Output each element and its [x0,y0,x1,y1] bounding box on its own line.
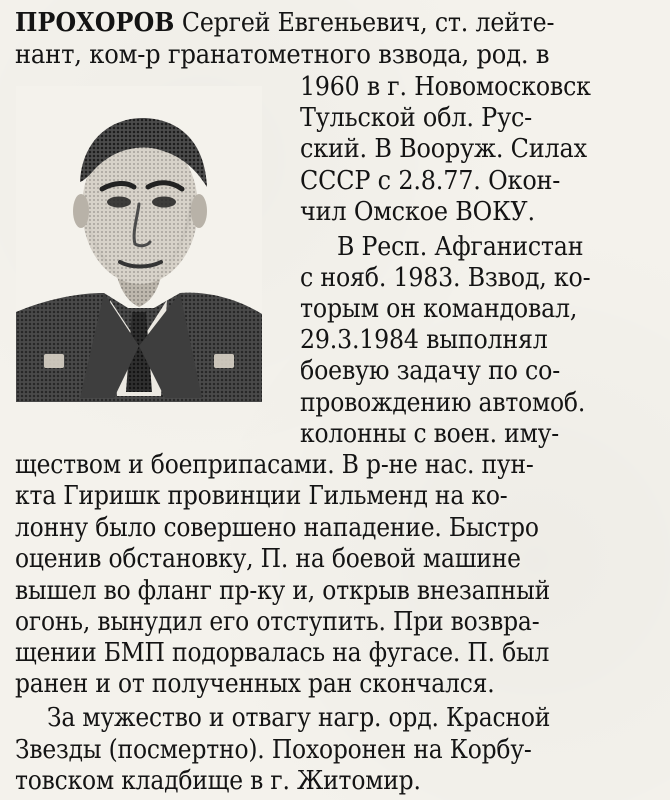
article-line-4: Тульской обл. Рус- [300,103,533,133]
article-line-21: щении БМП подорвалась на фугасе. П. был [15,638,550,668]
article-line-12: боевую задачу по со- [300,356,561,386]
article-line-15: ществом и боеприпасами. В р-не нас. пун- [15,450,534,480]
article-line-17: лонну было совершено нападение. Быстро [15,513,539,543]
portrait-photo [16,86,262,402]
article-line-20: огонь, вынудил его отступить. При возвра- [15,607,540,637]
article-line-6: СССР с 2.8.77. Окон- [300,166,561,196]
article-line-10: торым он командовал, [300,294,578,324]
article-line-8: В Респ. Афганистан [337,232,584,262]
article-line-19: вышел во фланг пр-ку и, открыв внезапный [15,576,551,606]
article-line-14: колонны с воен. иму- [300,419,559,449]
article-line-25: товском кладбище в г. Житомир. [15,766,421,796]
article-line-1 [15,8,554,38]
article-line-9: с нояб. 1983. Взвод, ко- [300,263,591,293]
article-line-23: За мужество и отвагу нагр. орд. Красной [47,703,551,733]
article-line-24: Звезды (посмертно). Похоронен на Корбу- [15,735,532,765]
article-line-5: ский. В Вооруж. Силах [300,134,587,164]
article-line-13: провождению автомоб. [300,388,586,418]
portrait-photo-icon [16,86,262,402]
article-line-1-text: Сергей Евгеньевич, ст. лейте- [174,8,555,38]
article-line-11: 29.3.1984 выполнял [300,325,548,355]
article-line-7: чил Омское ВОКУ. [300,197,535,227]
article-line-18: оценив обстановку, П. на боевой машине [15,544,521,574]
article-line-3: 1960 в г. Новомосковск [300,72,591,102]
article-line-2: нант, ком-р гранатометного взвода, род. в [15,40,550,70]
article-line-16: кта Гиришк провинции Гильменд на ко- [15,481,508,511]
article-line-22: ранен и от полученных ран скончался. [15,669,495,699]
article-surname: ПРОХОРОВ [15,8,175,38]
